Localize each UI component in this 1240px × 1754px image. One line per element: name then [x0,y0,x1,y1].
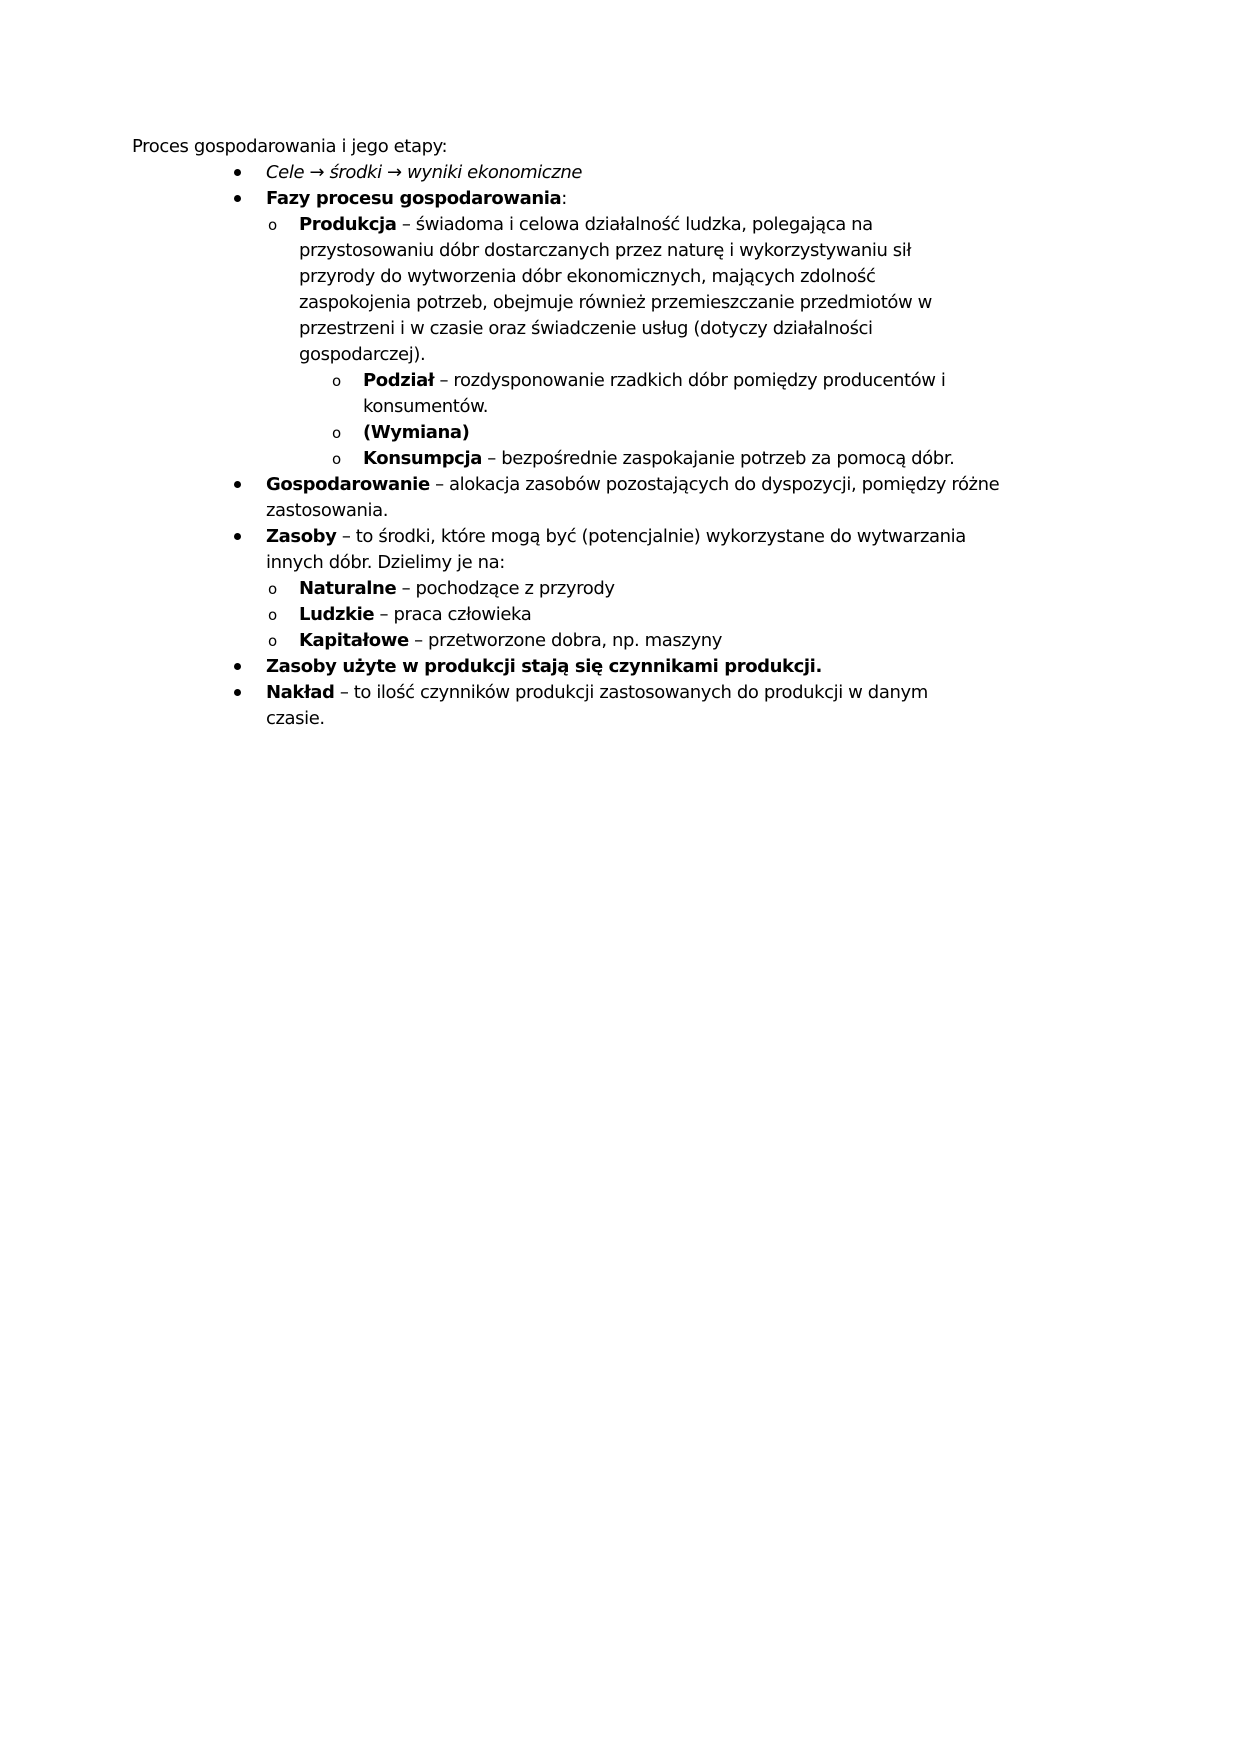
zasoby-def-line: innych dóbr. Dzielimy je na: [266,552,505,573]
produkcja-term: Produkcja [299,214,397,235]
konsumpcja-term: Konsumpcja [363,448,482,469]
circle-bullet-icon: o [268,580,278,598]
wymiana-term: (Wymiana) [363,422,470,443]
circle-bullet-icon: o [268,216,278,234]
produkcja-def-line: przystosowaniu dóbr dostarczanych przez naturę i wykorzystywaniu sił [299,240,912,261]
podzial-def-line: – rozdysponowanie rzadkich dóbr pomiędzy producentów i [434,370,946,391]
zasoby-uzyte-text: Zasoby użyte w produkcji stają się czynnikami produkcji. [266,656,822,677]
naklad-def-line: – to ilość czynników produkcji zastosowanych do produkcji w danym [334,682,928,703]
podzial-def-line: konsumentów. [363,396,489,417]
circle-bullet-icon: o [332,372,342,390]
circle-bullet-icon: o [268,632,278,650]
fazy-heading: Fazy procesu gospodarowania [266,188,562,209]
naklad-def-line: czasie. [266,708,325,729]
ludzkie-def: – praca człowieka [374,604,532,625]
naturalne-def: – pochodzące z przyrody [396,578,615,599]
list-item-gospodarowanie [266,472,999,498]
list-item-zasoby [266,524,966,550]
bullet-icon [234,481,241,488]
konsumpcja-def: – bezpośrednie zaspokajanie potrzeb za pomocą dóbr. [481,448,955,469]
circle-bullet-icon: o [268,606,278,624]
list-item-naturalne [299,576,615,602]
list-item-podzial [363,368,946,394]
ludzkie-term: Ludzkie [299,604,375,625]
gospodarowanie-term: Gospodarowanie [266,474,430,495]
bullet-icon [234,663,241,670]
bullet-icon [234,533,241,540]
circle-bullet-icon: o [332,424,342,442]
produkcja-def-line: gospodarczej). [299,344,426,365]
gospodarowanie-def-line: zastosowania. [266,500,389,521]
list-item-ludzkie [299,602,531,628]
gospodarowanie-def-line: – alokacja zasobów pozostających do dyspozycji, pomiędzy różne [429,474,1000,495]
naklad-term: Nakład [266,682,335,703]
kapitalowe-def: – przetworzone dobra, np. maszyny [408,630,722,651]
zasoby-def-line: – to środki, które mogą być (potencjalnie) wykorzystane do wytwarzania [336,526,966,547]
document-title: Proces gospodarowania i jego etapy: [132,136,448,157]
list-item-produkcja [299,212,873,238]
zasoby-term: Zasoby [266,526,337,547]
produkcja-def-line: przyrody do wytworzenia dóbr ekonomicznych, mających zdolność [299,266,876,287]
produkcja-def-line: zaspokojenia potrzeb, obejmuje również przemieszczanie przedmiotów w [299,292,932,313]
list-item-wymiana [363,420,469,446]
list-item-konsumpcja [363,446,955,472]
produkcja-def-line: – świadoma i celowa działalność ludzka, polegająca na [396,214,873,235]
list-item-kapitalowe [299,628,722,654]
cele-text: Cele → środki → wyniki ekonomiczne [266,162,583,183]
podzial-term: Podział [363,370,435,391]
circle-bullet-icon: o [332,450,342,468]
naturalne-term: Naturalne [299,578,397,599]
list-item-zasoby-uzyte [266,654,822,680]
list-item-naklad [266,680,928,706]
bullet-icon [234,689,241,696]
produkcja-def-line: przestrzeni i w czasie oraz świadczenie usług (dotyczy działalności [299,318,873,339]
bullet-icon [234,169,241,176]
kapitalowe-term: Kapitałowe [299,630,409,651]
list-item-cele [266,160,582,186]
list-item-fazy [266,186,567,212]
fazy-colon: : [561,188,567,209]
bullet-icon [234,195,241,202]
